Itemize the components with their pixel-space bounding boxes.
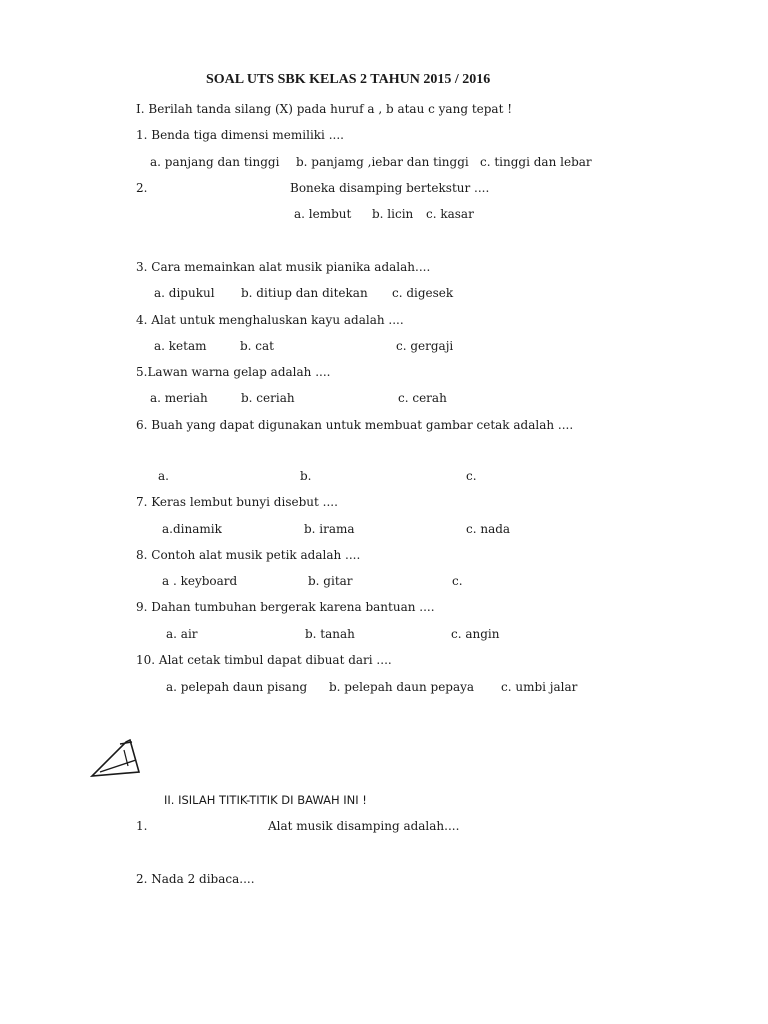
s2-question-1: Alat musik disamping adalah....: [268, 819, 460, 833]
section-1-instruction: I. Berilah tanda silang (X) pada huruf a , b atau c yang tepat !: [136, 102, 513, 116]
q8-option-a: a . keyboard: [162, 574, 238, 588]
q2-option-b: b. licin: [372, 207, 414, 221]
q9-option-b: b. tanah: [305, 627, 355, 641]
q9-option-c: c. angin: [451, 627, 500, 641]
question-3: 3. Cara memainkan alat musik pianika adalah....: [136, 260, 431, 274]
question-2-number: 2.: [136, 181, 148, 195]
q10-option-a: a. pelepah daun pisang: [166, 680, 308, 694]
question-9: 9. Dahan tumbuhan bergerak karena bantuan ....: [136, 600, 435, 614]
question-4: 4. Alat untuk menghaluskan kayu adalah ....: [136, 313, 404, 327]
q1-option-c: c. tinggi dan lebar: [480, 155, 592, 169]
exam-title: SOAL UTS SBK KELAS 2 TAHUN 2015 / 2016: [206, 72, 491, 87]
section-2-instruction: II. ISILAH TITIK-TITIK DI BAWAH INI !: [164, 793, 367, 807]
q2-option-a: a. lembut: [294, 207, 352, 221]
question-5: 5.Lawan warna gelap adalah ....: [136, 365, 331, 379]
q9-option-a: a. air: [166, 627, 198, 641]
q5-option-c: c. cerah: [398, 391, 447, 405]
q1-option-a: a. panjang dan tinggi: [150, 155, 280, 169]
q4-option-a: a. ketam: [154, 339, 207, 353]
q7-option-c: c. nada: [466, 522, 511, 536]
triangle-instrument-drawing-icon: [86, 736, 166, 788]
q6-option-a: a.: [158, 469, 169, 483]
q3-option-a: a. dipukul: [154, 286, 215, 300]
q3-option-b: b. ditiup dan ditekan: [241, 286, 368, 300]
question-6: 6. Buah yang dapat digunakan untuk membuat gambar cetak adalah ....: [136, 418, 574, 432]
q2-option-c: c. kasar: [426, 207, 474, 221]
s2-question-2: 2. Nada 2 dibaca....: [136, 872, 255, 886]
q8-option-b: b. gitar: [308, 574, 353, 588]
question-7: 7. Keras lembut bunyi disebut ....: [136, 495, 338, 509]
q6-option-b: b.: [300, 469, 312, 483]
q6-option-c: c.: [466, 469, 477, 483]
q10-option-c: c. umbi jalar: [501, 680, 578, 694]
q4-option-c: c. gergaji: [396, 339, 454, 353]
question-8: 8. Contoh alat musik petik adalah ....: [136, 548, 361, 562]
q3-option-c: c. digesek: [392, 286, 454, 300]
q7-option-a: a.dinamik: [162, 522, 222, 536]
question-1: 1. Benda tiga dimensi memiliki ....: [136, 128, 344, 142]
question-2: Boneka disamping bertekstur ....: [290, 181, 490, 195]
s2-question-1-number: 1.: [136, 819, 148, 833]
q5-option-a: a. meriah: [150, 391, 208, 405]
q1-option-b: b. panjamg ,iebar dan tinggi: [296, 155, 469, 169]
q5-option-b: b. ceriah: [241, 391, 295, 405]
q4-option-b: b. cat: [240, 339, 275, 353]
question-10: 10. Alat cetak timbul dapat dibuat dari ....: [136, 653, 392, 667]
q7-option-b: b. irama: [304, 522, 355, 536]
q10-option-b: b. pelepah daun pepaya: [329, 680, 475, 694]
q8-option-c: c.: [452, 574, 463, 588]
